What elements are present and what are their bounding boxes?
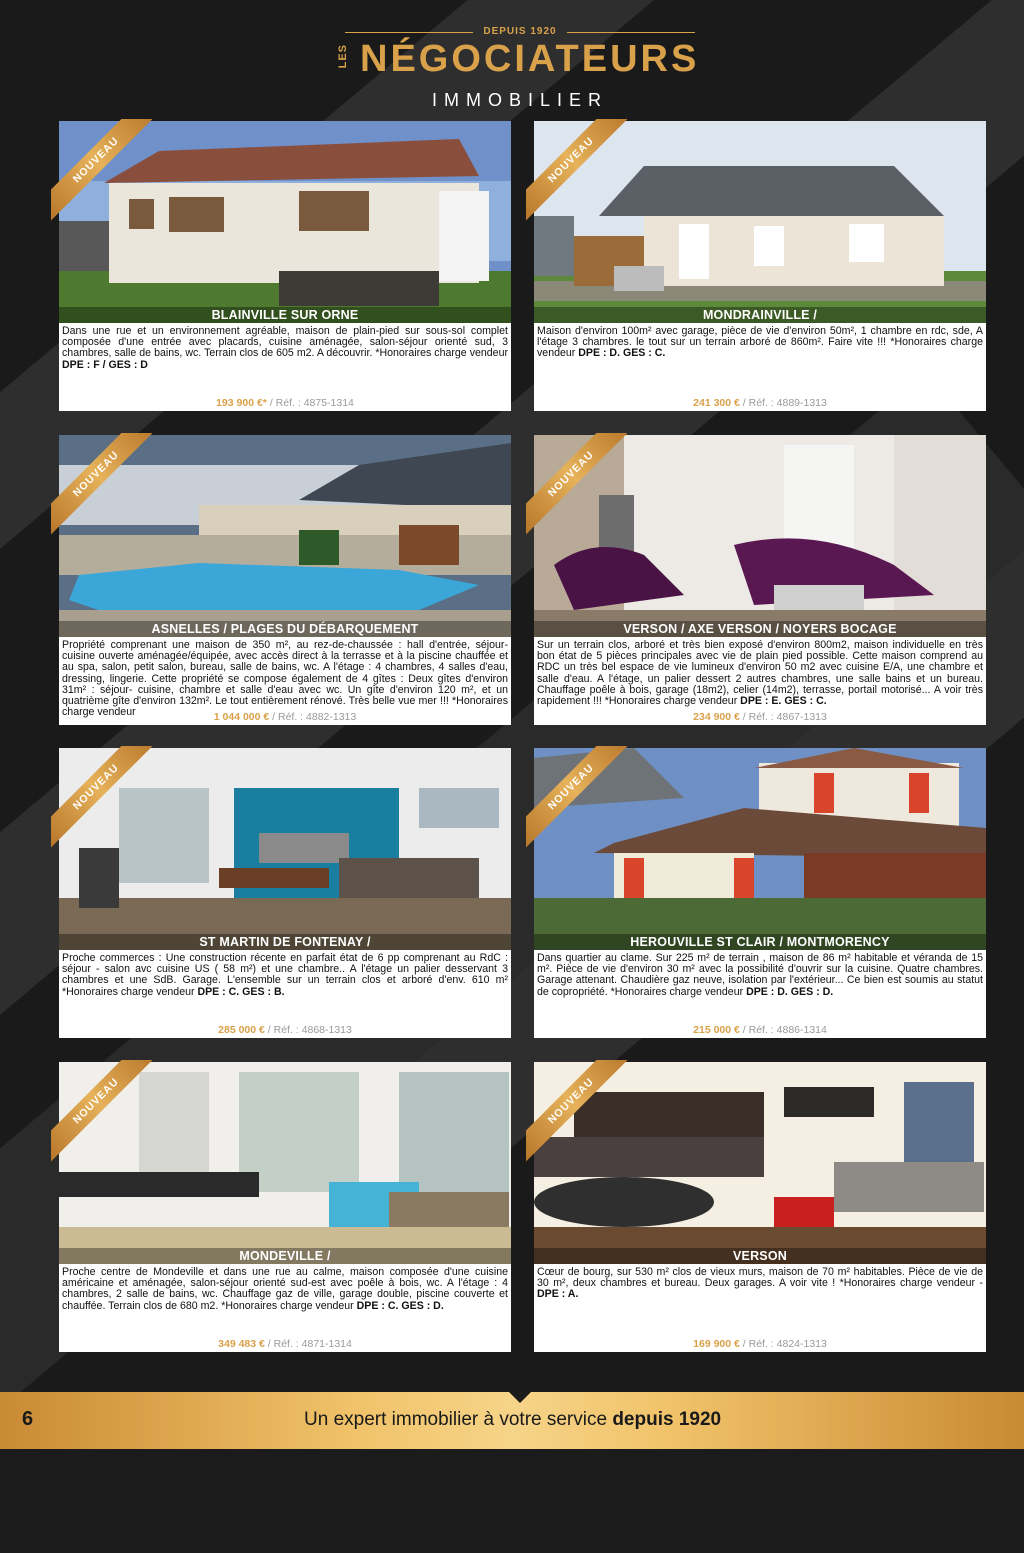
listing-ref: 4871-1314 [301,1338,352,1350]
listing-description: Maison d'environ 100m² avec garage, pièce de vie d'environ 50m², 1 chambre en rdc, sde, A l'étage 3 chambres. le tout sur un terrain arboré de 860m². Faire vite !!! *Honoraires charge vendeur DPE : D. GES : C. [537,325,983,360]
listing-description: Propriété comprenant une maison de 350 m², au rez-de-chaussée : hall d'entrée, séjour-cuisine ouverte aménagée/équipée, avec accès direct à la terrasse et à la piscine chauffée et au spa, salon, petit salon, bureau, salle de bains, wc. A l'étage : 4 chambres, 4 salles d'eau, dressing, lingerie. Cette propriété se compose également de 4 gîtes : Deux gîtes d'environ 31m² : séjour- cuisine, chambre et salle d'eau avec wc. Un gîte d'environ 120 m², et un quatrième gîte d'environ 132m². Le tout entièrement rénové. Très belle vue mer !!! *Honoraires charge vendeur [62,639,508,719]
listing-card[interactable] [534,1062,986,1352]
listing-description: Dans une rue et un environnement agréable, maison de plain-pied sur sous-sol complet composée d'une entrée avec placards, cuisine aménagée, salon-séjour orienté sud, 3 chambres, salle de bains, wc. Terrain clos de 605 m2. A découvrir. *Honoraires charge vendeur DPE : F / GES : D [62,325,508,371]
new-ribbon: NOUVEAU [51,746,161,856]
listing-price: 169 900 € [693,1338,740,1350]
listing-card[interactable] [59,748,511,1038]
listing-price-line: 215 000 € / Réf. : 4886-1314 [693,1024,827,1036]
listing-location: VERSON / AXE VERSON / NOYERS BOCAGE [534,621,986,637]
listing-ref: 4824-1313 [776,1338,827,1350]
listing-price-line: 285 000 € / Réf. : 4868-1313 [218,1024,352,1036]
footer-slogan: Un expert immobilier à votre service depuis 1920 [304,1409,722,1430]
listing-card[interactable] [59,435,511,725]
logo-les: LES [337,44,349,69]
listing-price: 234 900 € [693,711,740,723]
header [0,0,1024,118]
listing-ref: 4868-1313 [301,1024,352,1036]
listing-card[interactable] [59,121,511,411]
listing-ref: 4875-1314 [303,397,354,409]
listing-location: VERSON [534,1248,986,1264]
listing-location: MONDEVILLE / [59,1248,511,1264]
listing-card[interactable] [534,121,986,411]
new-ribbon: NOUVEAU [51,1060,161,1170]
listing-price: 193 900 €* [216,397,267,409]
listing-ref: 4882-1313 [306,711,357,723]
logo-sub: IMMOBILIER [431,90,608,110]
listing-description: Cœur de bourg, sur 530 m² clos de vieux murs, maison de 70 m² habitables. Pièce de vie de 30 m², deux chambres et bureau. Deux garages. A voir vite ! *Honoraires charge vendeur - DPE : A. [537,1266,983,1301]
logo-since: DEPUIS 1920 [345,26,695,37]
new-ribbon: NOUVEAU [526,119,636,229]
listing-price: 349 483 € [218,1338,265,1350]
listing-ref: 4867-1313 [776,711,827,723]
listing-price-line: 1 044 000 € / Réf. : 4882-1313 [213,711,357,723]
listing-location: HEROUVILLE ST CLAIR / MONTMORENCY [534,934,986,950]
logo-name: NÉGOCIATEURS [360,38,700,80]
listing-price-line: 193 900 €* / Réf. : 4875-1314 [216,397,354,409]
page-number: 6 [22,1408,34,1430]
listing-location: MONDRAINVILLE / [534,307,986,323]
listing-price-line: 234 900 € / Réf. : 4867-1313 [693,711,827,723]
footer [0,1392,1024,1449]
listing-description: Proche centre de Mondeville et dans une rue au calme, maison composée d'une cuisine américaine et aménagée, salon-séjour orienté sud-est avec poêle à bois, wc. A l'étage : 4 chambres, 2 salle de bains, wc. Chauffage gaz de ville, garage double, piscine couverte et chauffée. Terrain clos de 680 m2. *Honoraires charge vendeur DPE : C. GES : D. [62,1266,508,1312]
listing-description: Dans quartier au clame. Sur 225 m² de terrain , maison de 86 m² habitable et véranda de 15 m². Pièce de vie d'environ 30 m² avec la possibilité d'ouvrir sur la cuisine. Quatre chambres. Garage attenant. Chaudière gaz neuve, isolation par l'extérieur... Ce bien est soumis au statut de copropriété. *Honoraires charge vendeur DPE : D. GES : D. [537,952,983,998]
listing-price: 285 000 € [218,1024,265,1036]
listing-price-line: 169 900 € / Réf. : 4824-1313 [693,1338,827,1350]
listing-ref: 4886-1314 [776,1024,827,1036]
listing-price: 1 044 000 € [213,711,270,723]
listing-price-line: 241 300 € / Réf. : 4889-1313 [693,397,827,409]
listing-description: Sur un terrain clos, arboré et très bien exposé d'environ 800m2, maison individuelle en très bon état de 5 pièces principales avec vie de plain pied possible. Cette maison comprend au RDC un très bel espace de vie lumineux d'environ 50 m2 avec cuisine E/A, une chambre et salle d'eau. A l'étage, un palier dessert 2 autres chambres, une salle bains et un bureau. Chauffage poêle à bois, garage (18m2), celier (14m2), terrasse, portail motorisé... A voir très rapidement !!! *Honoraires charge vendeur DPE : E. GES : C. [537,639,983,708]
listing-location: BLAINVILLE SUR ORNE [59,307,511,323]
listing-card[interactable] [59,1062,511,1352]
listing-price: 241 300 € [693,397,740,409]
listing-location: ST MARTIN DE FONTENAY / [59,934,511,950]
footer-notch [508,1391,532,1403]
listing-card[interactable] [534,748,986,1038]
listing-card[interactable] [534,435,986,725]
listing-price-line: 349 483 € / Réf. : 4871-1314 [218,1338,352,1350]
new-ribbon: NOUVEAU [526,1060,636,1170]
listing-ref: 4889-1313 [776,397,827,409]
listing-location: ASNELLES / PLAGES DU DÉBARQUEMENT [59,621,511,637]
new-ribbon: NOUVEAU [51,119,161,229]
new-ribbon: NOUVEAU [526,433,636,543]
new-ribbon: NOUVEAU [526,746,636,856]
listing-description: Proche commerces : Une construction récente en parfait état de 6 pp comprenant au RdC : séjour - salon avc cuisine US ( 58 m²) et une chambre.. A l'étage un palier desservant 3 chambres et une SdB. Garage. L'ensemble sur un terrain clos et arboré d'env. 610 m² *Honoraires charge vendeur DPE : C. GES : B. [62,952,508,998]
listing-price: 215 000 € [693,1024,740,1036]
new-ribbon: NOUVEAU [51,433,161,543]
